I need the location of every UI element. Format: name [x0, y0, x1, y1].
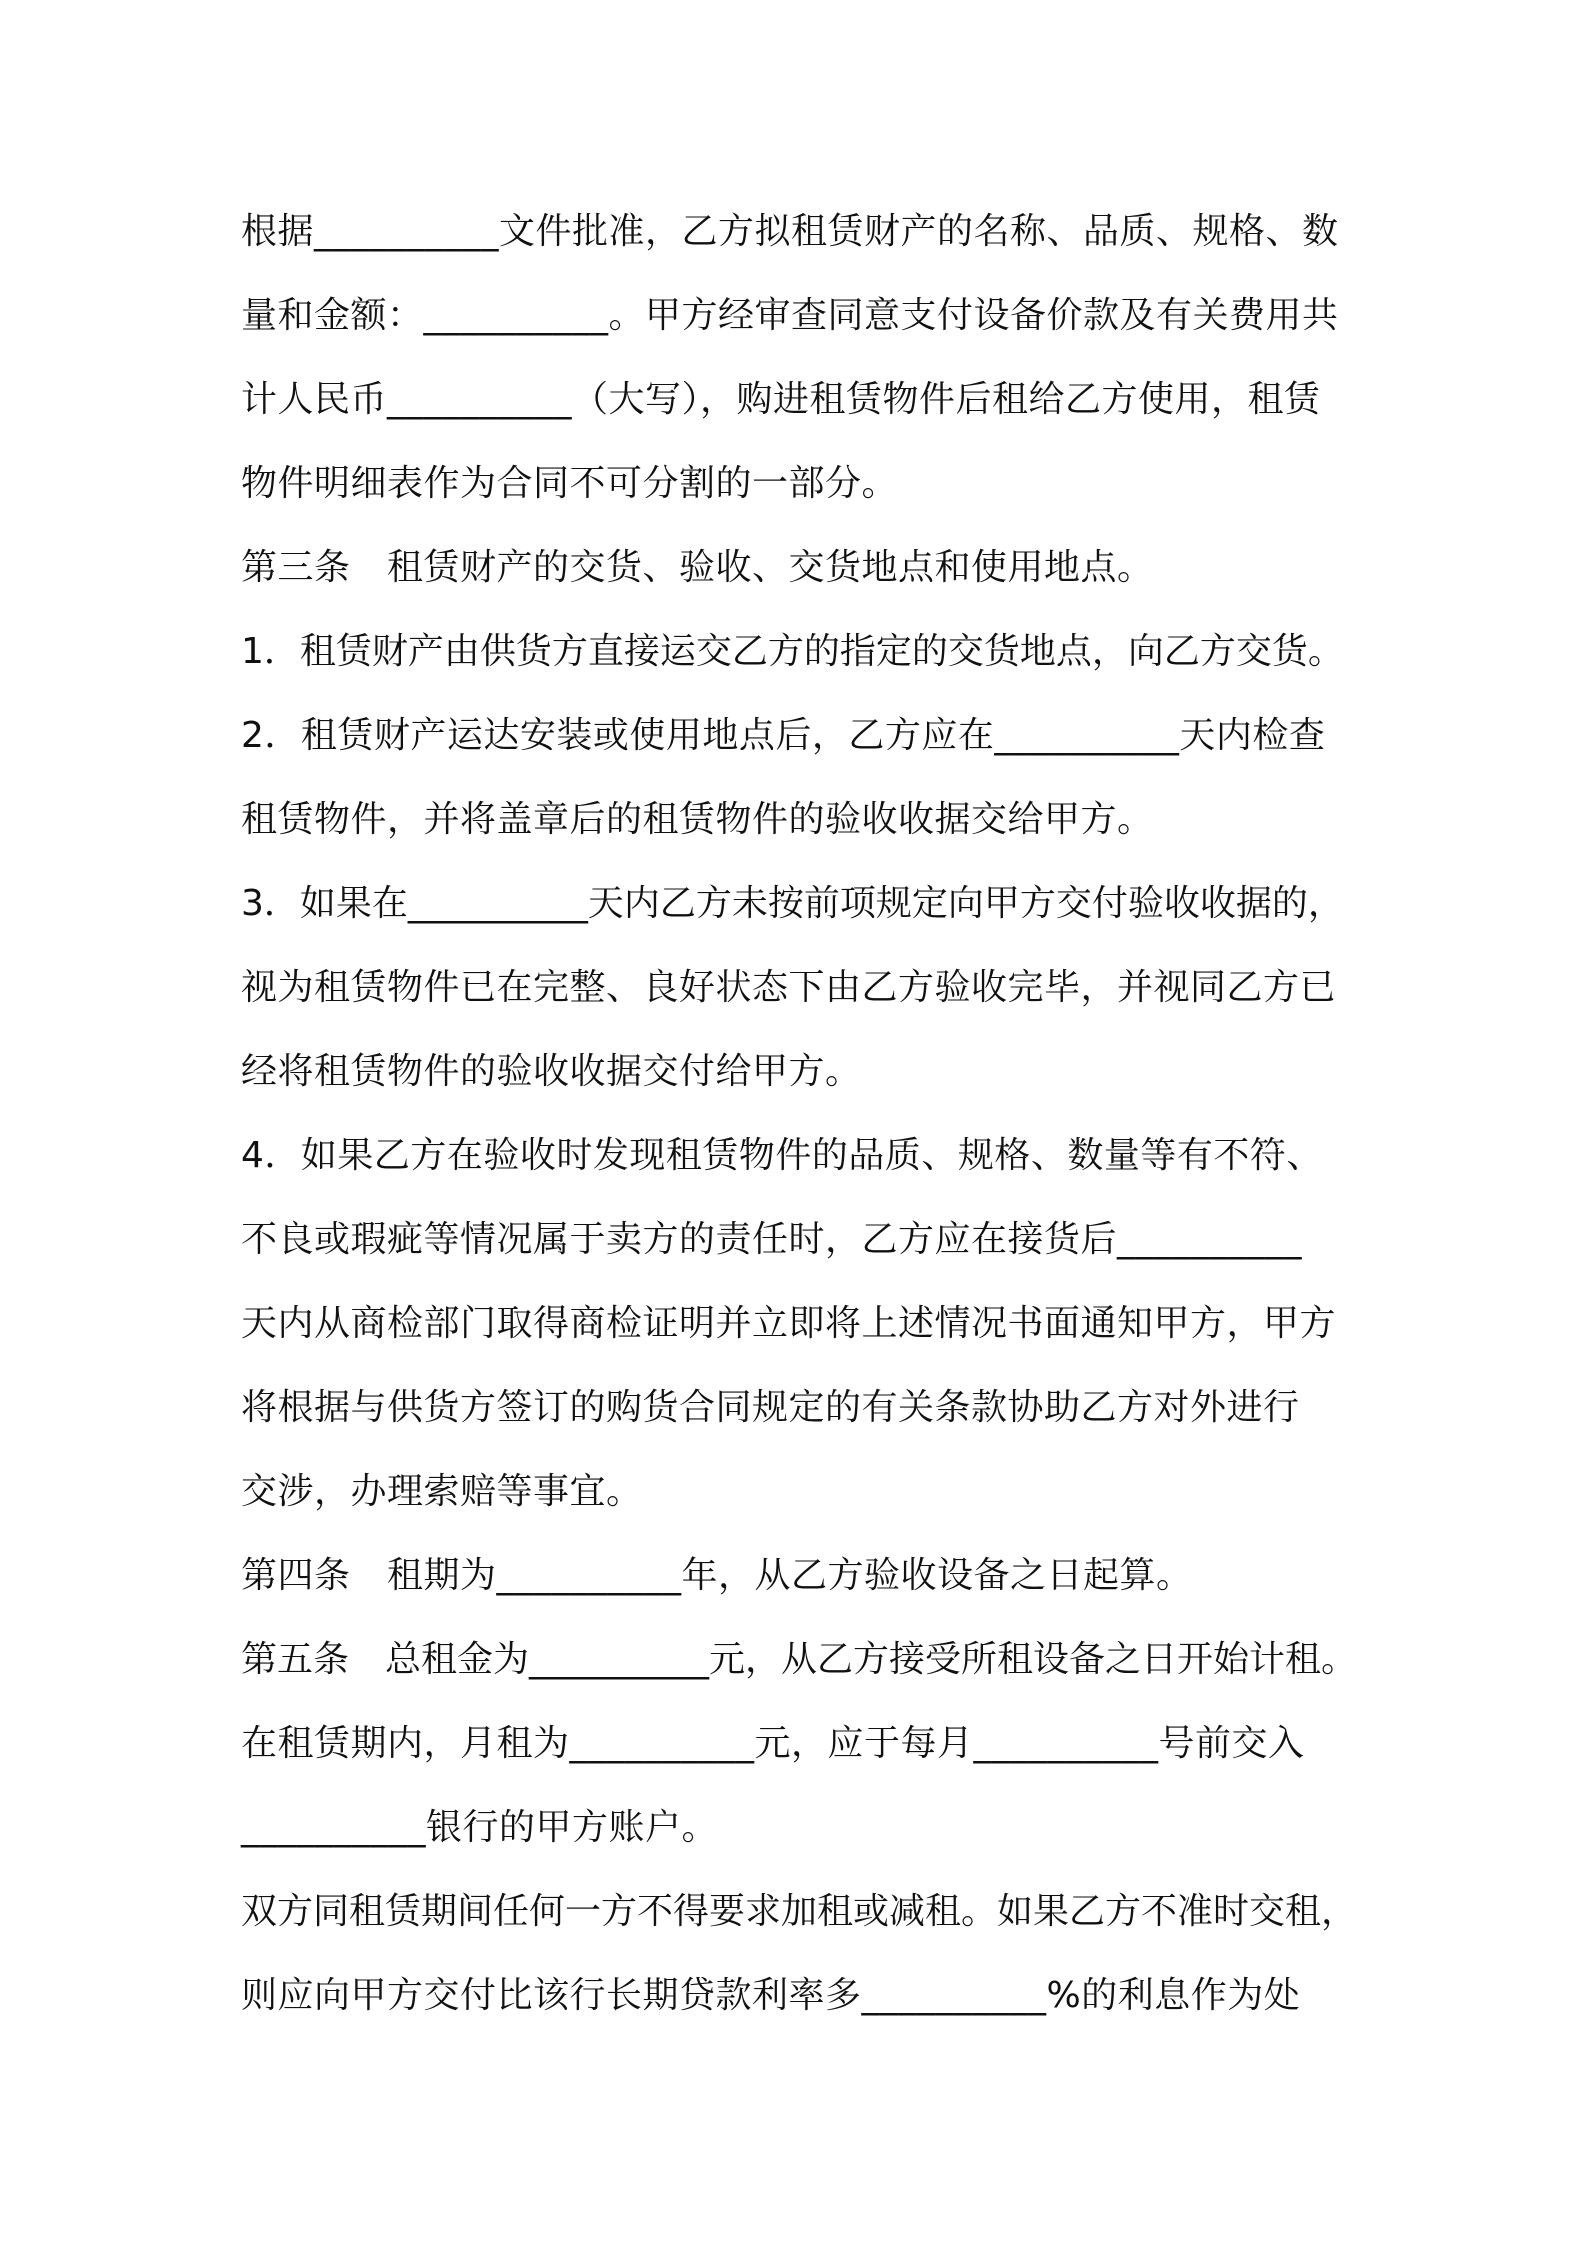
text-line: 在租赁期内，月租为__________元，应于每月__________号前交入: [241, 1723, 1305, 1764]
text-line: __________银行的甲方账户。: [241, 1807, 719, 1848]
text-line: 则应向甲方交付比该行长期贷款利率多__________%的利息作为处: [241, 1975, 1301, 2016]
text-line: 视为租赁物件已在完整、良好状态下由乙方验收完毕，并视同乙方已: [241, 967, 1337, 1008]
text-line: 天内从商检部门取得商检证明并立即将上述情况书面通知甲方，甲方: [241, 1303, 1337, 1344]
article-3-heading: 第三条 租赁财产的交货、验收、交货地点和使用地点。: [241, 547, 1154, 588]
text-line: 经将租赁物件的验收收据交付给甲方。: [241, 1051, 862, 1092]
text-line: 计人民币__________（大写），购进租赁物件后租给乙方使用，租赁: [241, 379, 1321, 420]
text-line: 量和金额：__________。甲方经审查同意支付设备价款及有关费用共: [241, 295, 1339, 336]
text-line: 交涉，办理索赔等事宜。: [241, 1471, 643, 1512]
text-line: 双方同租赁期间任何一方不得要求加租或减租。如果乙方不准时交租，: [241, 1891, 1358, 1932]
text-line: 1．租赁财产由供货方直接运交乙方的指定的交货地点，向乙方交货。: [241, 631, 1344, 672]
text-line: 将根据与供货方签订的购货合同规定的有关条款协助乙方对外进行: [241, 1387, 1300, 1428]
text-line: 4．如果乙方在验收时发现租赁物件的品质、规格、数量等有不符、: [241, 1135, 1323, 1176]
text-line: 不良或瑕疵等情况属于卖方的责任时，乙方应在接货后__________: [241, 1219, 1303, 1260]
article-5-heading: 第五条 总租金为__________元，从乙方接受所租设备之日开始计租。: [241, 1639, 1358, 1680]
text-line: 3．如果在__________天内乙方未按前项规定向甲方交付验收收据的，: [241, 883, 1344, 924]
contract-text: [241, 190, 1381, 2038]
text-line: 根据__________文件批准，乙方拟租赁财产的名称、品质、规格、数: [241, 211, 1339, 252]
text-line: 2．租赁财产运达安装或使用地点后，乙方应在__________天内检查: [241, 715, 1326, 756]
text-line: 租赁物件，并将盖章后的租赁物件的验收收据交给甲方。: [241, 799, 1154, 840]
article-4-heading: 第四条 租期为__________年，从乙方验收设备之日起算。: [241, 1555, 1193, 1596]
text-line: 物件明细表作为合同不可分割的一部分。: [241, 463, 899, 504]
